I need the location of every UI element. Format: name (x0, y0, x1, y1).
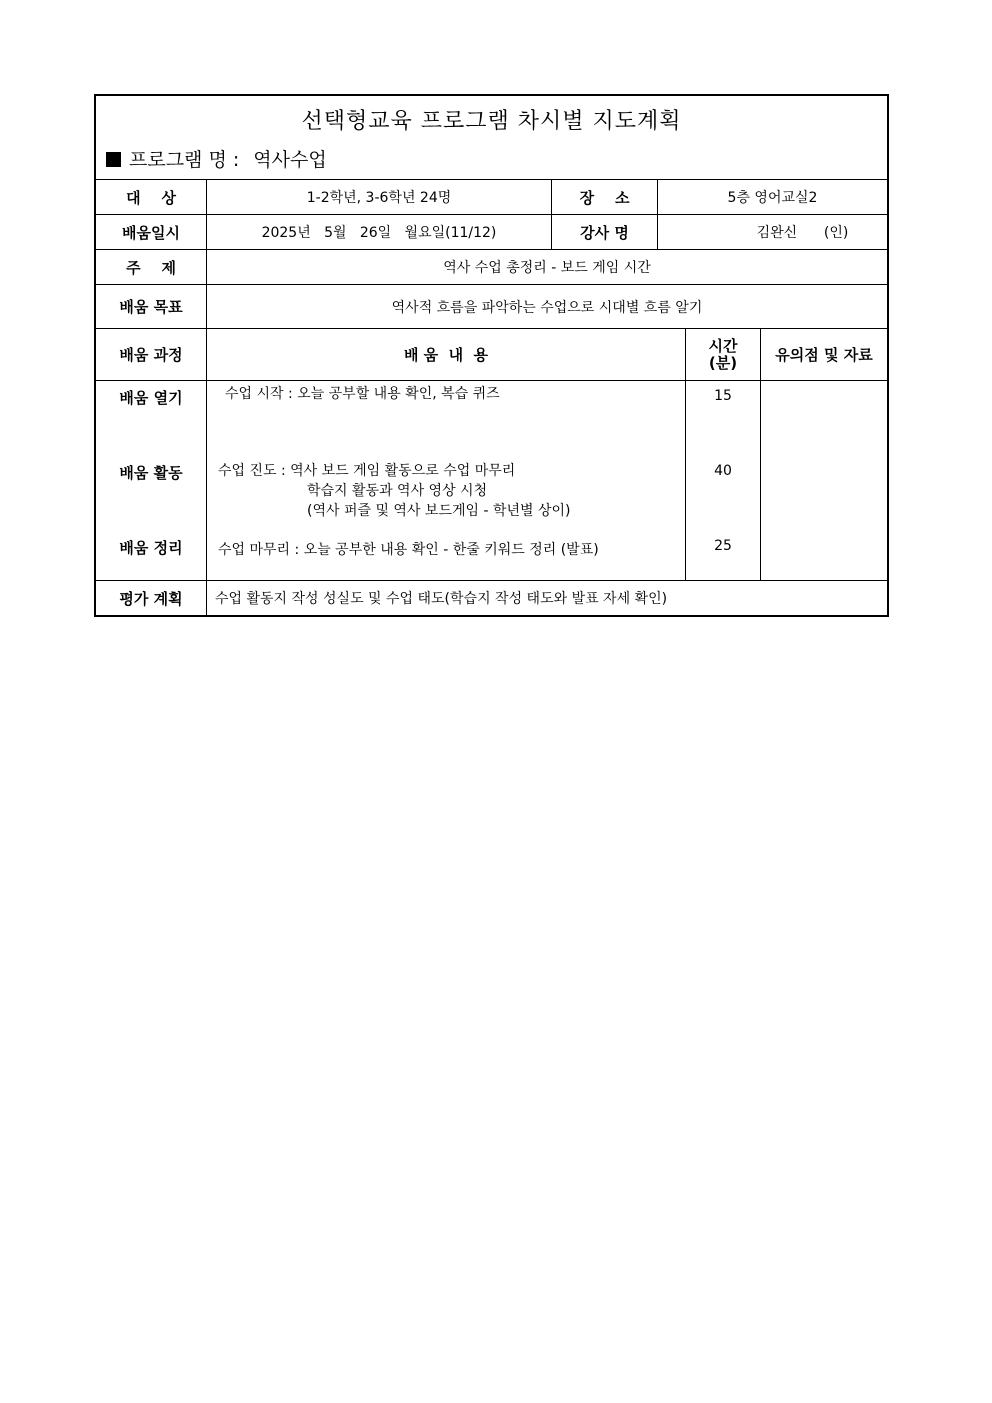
step-label-open: 배움 열기 (119, 389, 183, 407)
step-activity-line-3: (역사 퍼즐 및 역사 보드게임 - 학년별 상이) (307, 503, 571, 519)
time-header-line2: (분) (708, 353, 738, 372)
teacher-value: 김완신 (인) (756, 225, 849, 241)
step-activity-line-2: 학습지 활동과 역사 영상 시청 (307, 483, 488, 499)
table-header-row (96, 329, 887, 381)
goal-row (96, 285, 887, 329)
program-name-line (106, 145, 327, 172)
steps-row (96, 381, 887, 581)
topic-label: 주 제 (96, 250, 207, 284)
topic-value: 역사 수업 총정리 - 보드 게임 시간 (443, 260, 651, 276)
step-labels-column (96, 381, 207, 580)
step-open-time: 15 (714, 388, 732, 404)
teacher-label: 강사 명 (552, 215, 658, 249)
target-value: 1-2학년, 3-6학년 24명 (207, 180, 552, 214)
title-area (96, 96, 887, 180)
step-time-column (686, 381, 761, 580)
document-title: 선택형교육 프로그램 차시별 지도계획 (301, 109, 682, 134)
evaluation-label: 평가 계획 (96, 581, 207, 615)
place-label: 장 소 (552, 180, 658, 214)
date-value: 2025년 5월 26일 월요일(11/12) (207, 215, 552, 249)
program-label: 프로그램 명 : (129, 149, 240, 171)
program-value: 역사수업 (253, 149, 327, 171)
step-close-line: 수업 마무리 : 오늘 공부한 내용 확인 - 한줄 키워드 정리 (발표) (218, 542, 599, 558)
process-header: 배움 과정 (96, 329, 207, 380)
target-place-row (96, 180, 887, 215)
time-header (686, 329, 761, 380)
step-activity-time: 40 (714, 463, 732, 479)
goal-value: 역사적 흐름을 파악하는 수업으로 시대별 흐름 알기 (391, 299, 703, 316)
topic-row (96, 250, 887, 285)
date-label: 배움일시 (96, 215, 207, 249)
evaluation-row (96, 581, 887, 615)
square-bullet-icon (106, 152, 121, 167)
step-activity-line-1: 수업 진도 : 역사 보드 게임 활동으로 수업 마무리 (218, 463, 516, 479)
step-label-activity: 배움 활동 (119, 464, 183, 482)
place-value: 5층 영어교실2 (727, 190, 818, 206)
step-close-time: 25 (714, 538, 732, 554)
lesson-plan-sheet (94, 94, 889, 617)
step-content-column (207, 381, 686, 580)
goal-label: 배움 목표 (96, 285, 207, 328)
step-open-line: 수업 시작 : 오늘 공부할 내용 확인, 복습 퀴즈 (225, 386, 500, 402)
target-label: 대 상 (96, 180, 207, 214)
content-header: 배 움 내 용 (207, 329, 686, 380)
time-header-line1: 시간 (708, 336, 738, 355)
evaluation-value: 수업 활동지 작성 성실도 및 수업 태도(학습지 작성 태도와 발표 자세 확인) (215, 591, 668, 607)
step-note-column (761, 381, 887, 580)
note-header: 유의점 및 자료 (775, 346, 873, 364)
step-label-close: 배움 정리 (119, 539, 183, 557)
date-teacher-row (96, 215, 887, 250)
